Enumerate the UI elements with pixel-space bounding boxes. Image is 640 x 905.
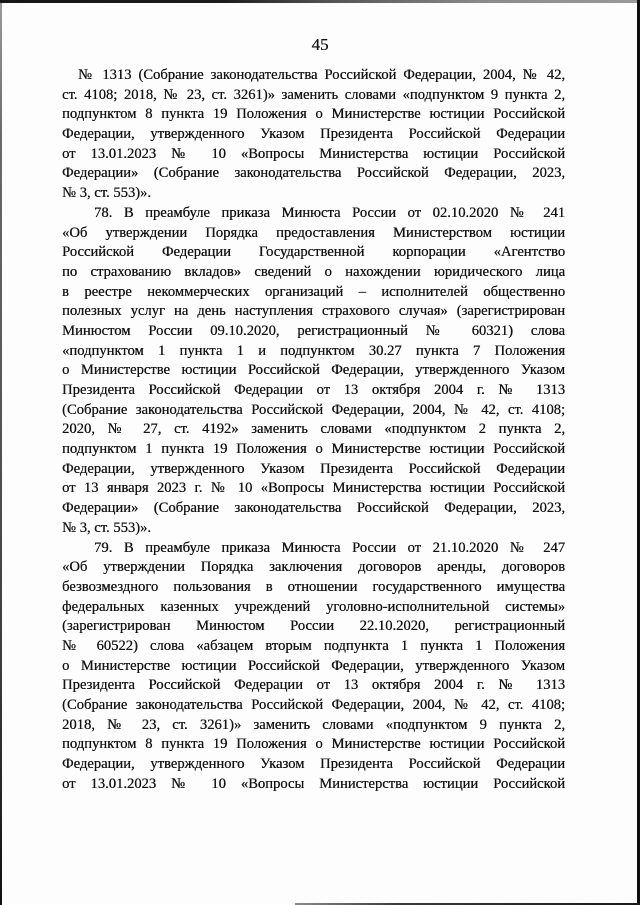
text-line: № 1313 (Собрание законодательства Российской Федерации, 2004, № 42, [78, 67, 565, 83]
text-line: 2018, № 23, ст. 3261)» заменить словами «подпунктом 9 пункта 2, [62, 716, 565, 733]
scan-edge-top [0, 0, 640, 3]
text-line: ст. 4108; 2018, № 23, ст. 3261)» заменить словами «подпунктом 9 пункта 2, [62, 86, 565, 103]
text-line: (Собрание законодательства Российской Федерации, 2004, № 42, ст. 4108; [62, 697, 565, 713]
text-line: Федерации, утвержденного Указом Президента Российской Федерации [62, 460, 565, 477]
scan-edge-left [0, 3, 2, 905]
text-line: «Об утверждении Порядка предоставления Министерством юстиции [62, 224, 565, 241]
text-line: в реестре некоммерческих организаций – исполнителей общественно [62, 283, 565, 300]
text-line: Российской Федерации Государственной корпорации «Агентство [62, 244, 565, 261]
text-line: подпунктом 1 пункта 19 Положения о Министерстве юстиции Российской [62, 441, 565, 458]
text-line: 2020, № 27, ст. 4192» заменить словами «подпунктом 2 пункта 2, [62, 421, 565, 438]
text-line: полезных услуг на день наступления страхового случая» (зарегистрирован [62, 303, 565, 320]
document-body [62, 66, 565, 794]
text-line: о Министерстве юстиции Российской Федерации, утвержденного Указом [62, 657, 565, 674]
text-line: «подпунктом 1 пункта 1 и подпунктом 30.27 пункта 7 Положения [62, 342, 565, 359]
text-line: Президента Российской Федерации от 13 октября 2004 г. № 1313 [62, 677, 565, 694]
text-line: о Министерстве юстиции Российской Федерации, утвержденного Указом [62, 362, 565, 379]
text-line: Президента Российской Федерации от 13 октября 2004 г. № 1313 [62, 382, 565, 398]
text-line: от 13.01.2023 № 10 «Вопросы Министерства юстиции Российской [62, 775, 565, 792]
text-line: от 13 января 2023 г. № 10 «Вопросы Министерства юстиции Российской [62, 480, 565, 497]
page-number: 45 [311, 35, 329, 54]
text-line: подпунктом 8 пункта 19 Положения о Министерстве юстиции Российской [62, 106, 565, 123]
text-line: подпунктом 8 пункта 19 Положения о Министерстве юстиции Российской [62, 736, 565, 753]
text-line: от 13.01.2023 № 10 «Вопросы Министерства юстиции Российской [62, 145, 565, 162]
text-line: 78. В преамбуле приказа Минюста России от 02.10.2020 № 241 [94, 204, 565, 221]
text-line: № 3, ст. 553)». [62, 519, 151, 536]
text-line: федеральных казенных учреждений уголовно-исполнительной системы» [62, 598, 565, 615]
text-line: безвозмездного пользования в отношении государственного имущества [62, 578, 565, 595]
text-line: Федерации, утвержденного Указом Президента Российской Федерации [62, 756, 565, 773]
text-line: Федерации» (Собрание законодательства Российской Федерации, 2023, [62, 165, 565, 182]
text-line: № 60522) слова «абзацем вторым подпункта 1 пункта 1 Положения [62, 637, 565, 654]
text-line: № 3, ст. 553)». [62, 185, 151, 202]
text-line: (зарегистрирован Минюстом России 22.10.2020, регистрационный [62, 618, 565, 635]
text-line: по страхованию вкладов» сведений о нахождении юридического лица [62, 263, 565, 280]
text-line: Федерации, утвержденного Указом Президента Российской Федерации [62, 126, 565, 143]
text-line: Минюстом России 09.10.2020, регистрационный № 60321) слова [62, 322, 565, 339]
text-line: 79. В преамбуле приказа Минюста России от 21.10.2020 № 247 [94, 539, 565, 556]
text-line: (Собрание законодательства Российской Федерации, 2004, № 42, ст. 4108; [62, 401, 565, 418]
text-line: Федерации» (Собрание законодательства Российской Федерации, 2023, [62, 500, 565, 517]
text-line: «Об утверждении Порядка заключения договоров аренды, договоров [62, 559, 565, 576]
